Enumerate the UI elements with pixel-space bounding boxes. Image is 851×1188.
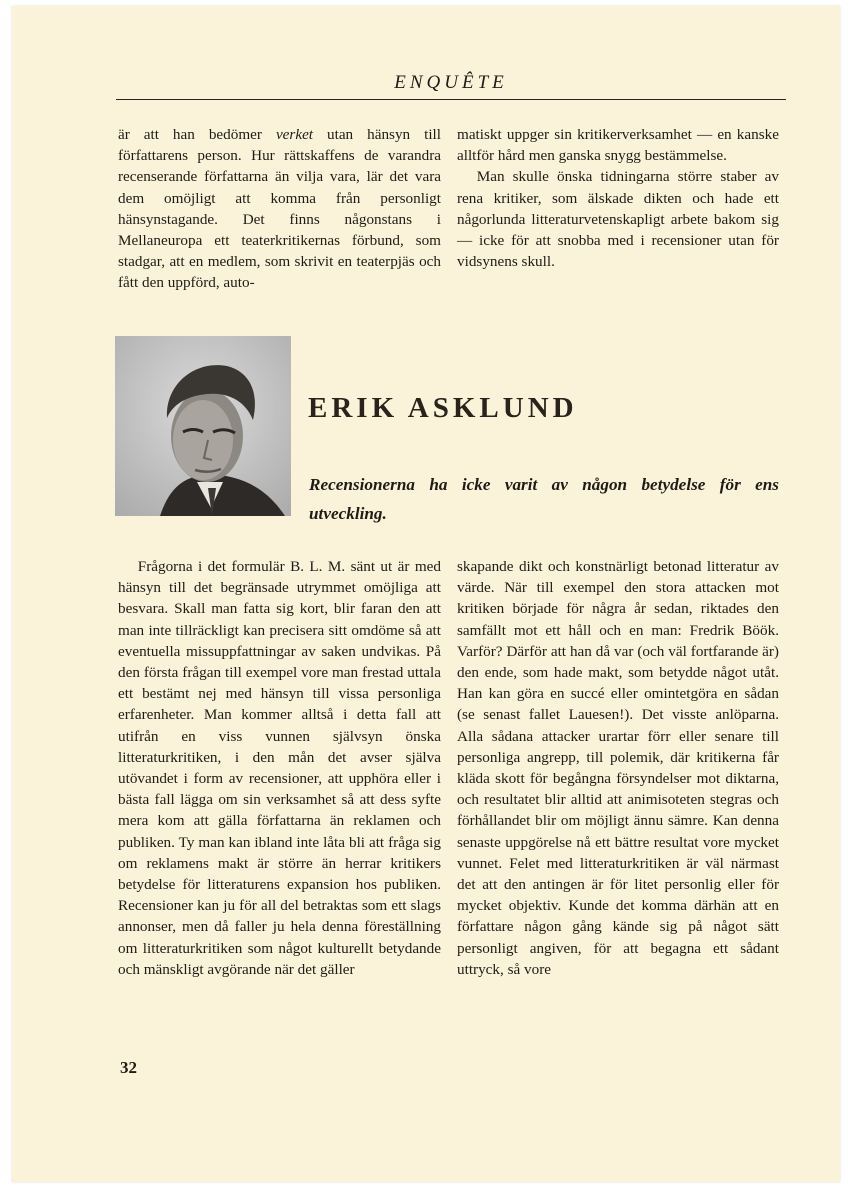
author-portrait (115, 336, 291, 516)
bottom-right-paragraph: skapande dikt och konstnärligt betonad litteratur av värde. När till exempel den stora attacken mot kritiken började för några år sedan, riktades den samfällt mot ett håll och en man: Fredrik Böök. Varför? Därför att han då var (och väl fortfarande är) den ende, som hade makt, som betydde något utåt. Han kan göra en succé eller omintetgöra en sådan (se senast fallet Lauesen!). Det visste anlöparna. Alla sådana attacker urartar förr eller senare till personliga angrepp, till polemik, där kritikerna får kläda skott för begångna försyndelser mot diktarna, och resultatet blir alltid att animisoteten stegras och förhållandet blir om möjligt ännu sämre. Kan denna senaste uppgörelse nå ett bättre resultat vore mycket vunnet. Felet med litteraturkritiken är väl närmast det att den antingen är för litet personlig eller för mycket objektiv. Kunde det komma därhän att en författare någon gång kände sig på något sätt personligt angiven, för att begagna ett sådant uttryck, så vore (457, 558, 779, 978)
top-right-column (457, 124, 779, 272)
top-right-paragraph-1: matiskt uppger sin kritikerverksamhet — en kanske alltför hård men ganska snygg bestämmelse. (457, 126, 779, 165)
top-right-paragraph-2: Man skulle önska tidningarna större staber av rena kritiker, som älskade dikten och hade ett någorlunda litteraturvetenskapligt arbete bakom sig — icke för att snobba med i recensioner utan för vidsynens skull. (457, 168, 779, 271)
author-subtitle: Recensionerna ha icke varit av någon betydelse för ens utveckling. (309, 475, 779, 523)
page (12, 6, 840, 1182)
bottom-left-paragraph: Frågorna i det formulär B. L. M. sänt ut är med hänsyn till det begränsade utrymmet omöjliga att besvara. Skall man fatta sig kort, blir faran den att man inte tillräckligt kan precisera sitt omdöme så att eventuella missuppfattningar av saken undvikas. På den första frågan till exempel vore man frestad uttala ett bestämt nej med hänsyn till vissa personliga erfarenheter. Man kommer alltså i detta fall att utifrån en viss vunnen självsyn önska litteraturkritiken, i den mån det avser själva utövandet i form av recensioner, att upphöra eller i bästa fall lägga om sin verksamhet så att dess syfte mera kom att gälla författarna än reklamen och publiken. Ty man kan ibland inte låta bli att fråga sig om reklamens makt är större än herrar kritikers betydelse för litteraturens expansion hos publiken. Recensioner kan ju för all del betraktas som ett slags annonser, men då faller ju hela denna föreställning om litteraturkritiken som något kulturellt betydande och mänskligt avgörande när det gäller (118, 558, 441, 978)
running-header: ENQUÊTE (116, 72, 786, 100)
top-left-column (118, 124, 441, 294)
bottom-left-column (118, 556, 441, 980)
bottom-right-column (457, 556, 779, 980)
page-number: 32 (120, 1058, 137, 1077)
top-left-paragraph: är att han bedömer verket utan hänsyn till författarens person. Hur rättskaffens de varandra recenserande författarna än vilja vara, lär det vara dem omöjligt att komma från personligt hänsynstagande. Det finns någonstans i Mellaneuropa ett teaterkritikernas förbund, som stadgar, att en medlem, som skrivit en teaterpjäs och fått den uppförd, auto- (118, 126, 441, 292)
portrait-image (115, 336, 291, 516)
author-name: ERIK ASKLUND (308, 392, 578, 424)
